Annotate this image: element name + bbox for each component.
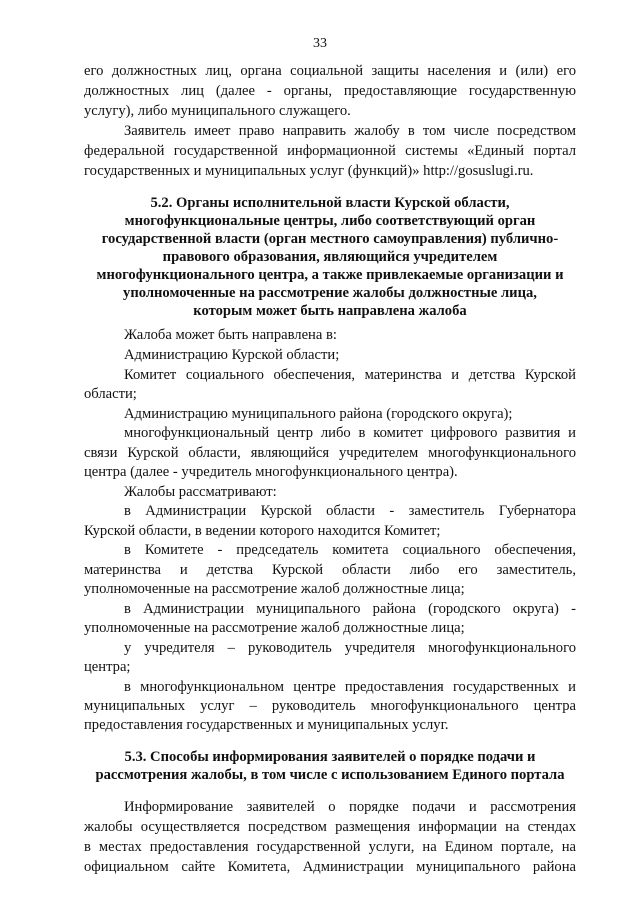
page-number: 33 — [313, 36, 327, 51]
section-heading-line: 5.2. Органы исполнительной власти Курской области, — [150, 195, 510, 211]
text-line: Жалобы рассматривают: — [124, 484, 277, 500]
text-line: уполномоченные на рассмотрение жалоб должностные лица; — [84, 620, 465, 636]
section-heading-line: рассмотрения жалобы, в том числе с использованием Единого портала — [95, 767, 565, 783]
text-line: центра; — [84, 659, 131, 675]
text-line: федеральной государственной информационной системы «Единый портал — [84, 143, 576, 159]
text-line: многофункциональный центр либо в комитет цифрового развития и — [124, 425, 576, 441]
text-line: Заявитель имеет право направить жалобу в том числе посредством — [124, 123, 576, 139]
text-line: уполномоченные на рассмотрение жалоб должностные лица; — [84, 581, 465, 597]
text-line: материнства и детства Курской области либо его заместитель, — [84, 562, 576, 578]
text-line: предоставления государственных и муниципальных услуг. — [84, 717, 449, 733]
text-line: Информирование заявителей о порядке подачи и рассмотрения — [124, 799, 576, 815]
text-line: в многофункциональном центре предоставления государственных и — [124, 679, 576, 695]
text-line: Комитет социального обеспечения, материнства и детства Курской — [124, 367, 576, 383]
text-line: в Администрации Курской области - заместитель Губернатора — [124, 503, 576, 519]
section-heading-line: многофункциональные центры, либо соответствующий орган — [124, 213, 536, 229]
text-line: центра (далее - учредитель многофункционального центра). — [84, 464, 458, 480]
section-heading-line: уполномоченные на рассмотрение жалобы должностные лица, — [123, 285, 537, 301]
text-line: его должностных лиц, органа социальной защиты населения и (или) его — [84, 63, 576, 79]
section-heading-line: которым может быть направлена жалоба — [193, 303, 467, 319]
text-line: официальном сайте Комитета, Администрации муниципального района — [84, 859, 576, 875]
text-line: связи Курской области, являющийся учредителем многофункционального — [84, 445, 576, 461]
text-line: у учредителя – руководитель учредителя многофункционального — [124, 640, 576, 656]
text-line: Курской области, в ведении которого находится Комитет; — [84, 523, 441, 539]
text-line: должностных лиц (далее - органы, предоставляющие государственную — [84, 83, 576, 99]
text-line: Администрацию муниципального района (городского округа); — [124, 406, 513, 422]
text-line: области; — [84, 386, 137, 402]
text-line: в местах предоставления государственной услуги, на Едином портале, на — [84, 839, 576, 855]
text-line: государственных и муниципальных услуг (функций)» http://gosuslugi.ru. — [84, 163, 534, 179]
section-heading-line: государственной власти (орган местного самоуправления) публично- — [101, 231, 559, 247]
section-heading-line: правового образования, являющийся учредителем — [162, 249, 498, 265]
text-line: жалобы осуществляется посредством размещения информации на стендах — [84, 819, 576, 835]
text-line: Жалоба может быть направлена в: — [124, 327, 337, 343]
section-heading-line: 5.3. Способы информирования заявителей о порядке подачи и — [124, 749, 536, 765]
section-heading-line: многофункционального центра, а также привлекаемые организации и — [96, 267, 564, 283]
text-line: в Комитете - председатель комитета социального обеспечения, — [124, 542, 576, 558]
text-line: муниципальных услуг – руководитель многофункционального центра — [84, 698, 576, 714]
text-line: в Администрации муниципального района (городского округа) - — [124, 601, 576, 617]
text-line: Администрацию Курской области; — [124, 347, 340, 363]
text-line: услугу), либо муниципального служащего. — [84, 103, 351, 119]
